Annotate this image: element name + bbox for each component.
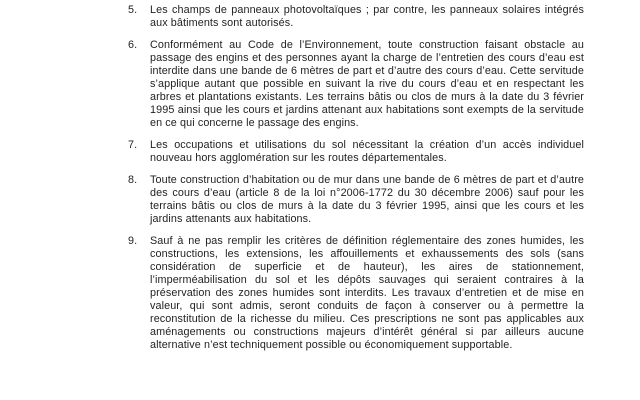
item-text: Les occupations et utilisations du sol nécessitant la création d’un accès individuel nouveau hors agglomération sur les routes départementales.: [150, 139, 584, 164]
item-text: Les champs de panneaux photovoltaïques ; par contre, les panneaux solaires intégrés aux bâtiments sont autorisés.: [150, 4, 584, 29]
numbered-list: [128, 4, 584, 361]
item-number: 6.: [128, 39, 138, 51]
list-item: [128, 4, 584, 30]
item-text: Toute construction d’habitation ou de mur dans une bande de 6 mètres de part et d’autre des cours d’eau (article 8 de la loi n°2006-1772 du 30 décembre 2006) sauf pour les terrains bâtis ou clos de murs à la date du 3 février 1995, ainsi que les cours et les jardins attenants aux habitations.: [150, 174, 584, 225]
list-item: [128, 174, 584, 226]
item-number: 8.: [128, 174, 138, 186]
item-number: 9.: [128, 235, 138, 247]
list-item: [128, 139, 584, 165]
list-item: [128, 39, 584, 130]
item-number: 7.: [128, 139, 138, 151]
item-number: 5.: [128, 4, 138, 16]
list-item: [128, 235, 584, 352]
item-text: Conformément au Code de l’Environnement, toute construction faisant obstacle au passage des engins et des personnes ayant la charge de l’entretien des cours d’eau est interdite dans une bande de 6 mètres de part et d’autre des cours d’eau. Cette servitude s’applique autant que possible en suivant la rive du cours d’eau et en respectant les arbres et plantations existants. Les terrains bâtis ou clos de murs à la date du 3 février 1995 ainsi que les cours et jardins attenant aux habitations sont exempts de la servitude en ce qui concerne le passage des engins.: [150, 39, 584, 129]
item-text: Sauf à ne pas remplir les critères de définition réglementaire des zones humides, les constructions, les extensions, les affouillements et exhaussements des sols (sans considération de superficie et de hauteur), les aires de stationnement, l’imperméabilisation du sol et les dépôts sauvages qui seraient contraires à la préservation des zones humides sont interdits. Les travaux d’entretien et de mise en valeur, qui sont admis, seront conduits de façon à conserver ou à permettre la reconstitution de la richesse du milieu. Ces prescriptions ne sont pas applicables aux aménagements ou constructions majeurs d’intérêt général si par ailleurs aucune alternative n’est techniquement possible ou économiquement supportable.: [150, 235, 584, 351]
